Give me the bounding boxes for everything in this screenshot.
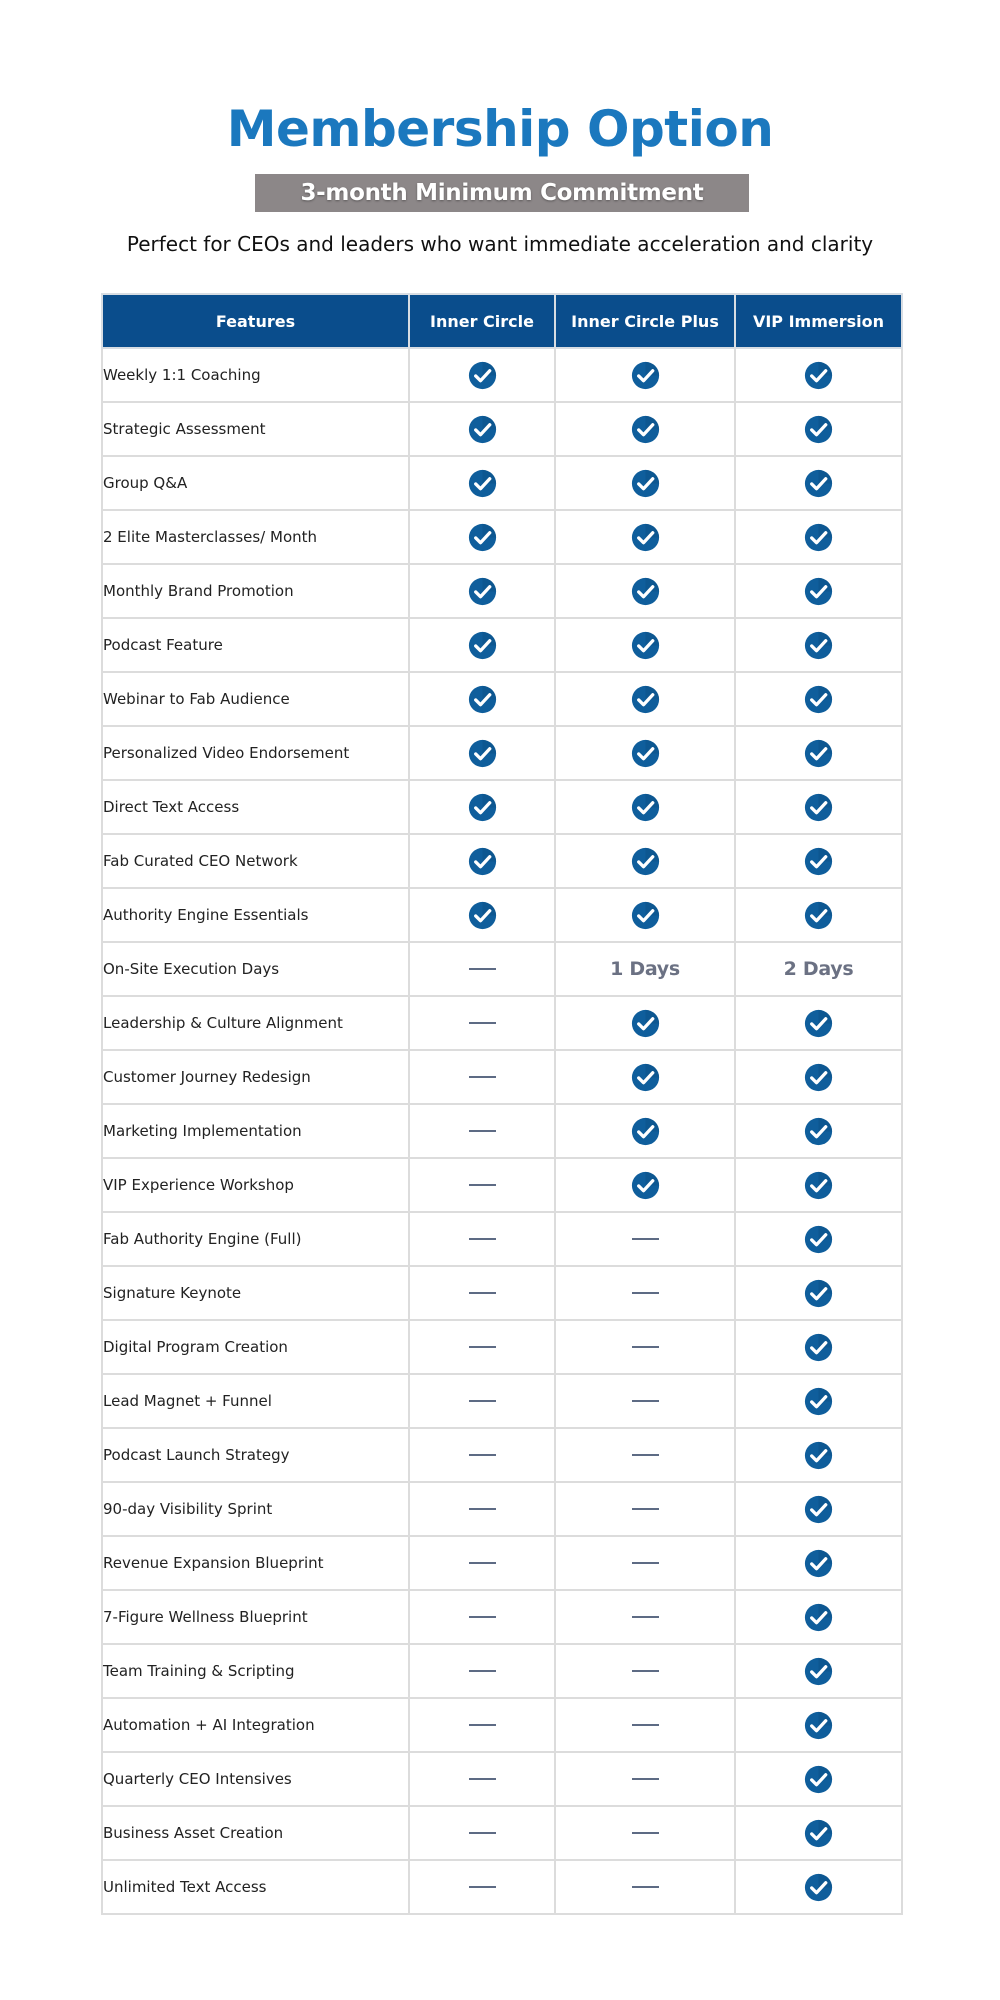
dash-icon xyxy=(632,1724,659,1726)
check-icon xyxy=(804,739,833,768)
cell-inner-circle xyxy=(409,780,555,834)
table-row xyxy=(102,834,902,888)
table-row xyxy=(102,1644,902,1698)
check-icon xyxy=(468,793,497,822)
check-icon xyxy=(468,415,497,444)
commitment-badge: 3-month Minimum Commitment xyxy=(255,174,749,212)
dash-icon xyxy=(469,1076,496,1078)
check-icon xyxy=(468,361,497,390)
dash-icon xyxy=(632,1778,659,1780)
cell-inner-circle-plus xyxy=(555,1590,735,1644)
check-icon xyxy=(631,577,660,606)
cell-inner-circle-plus xyxy=(555,996,735,1050)
dash-icon xyxy=(469,1130,496,1132)
dash-icon xyxy=(469,1670,496,1672)
check-icon xyxy=(468,685,497,714)
cell-inner-circle-plus xyxy=(555,1320,735,1374)
cell-vip-immersion xyxy=(735,1158,902,1212)
cell-inner-circle-plus xyxy=(555,1860,735,1914)
cell-inner-circle-plus xyxy=(555,834,735,888)
feature-name: Strategic Assessment xyxy=(102,402,409,456)
feature-name: Fab Authority Engine (Full) xyxy=(102,1212,409,1266)
cell-inner-circle xyxy=(409,564,555,618)
cell-inner-circle xyxy=(409,1428,555,1482)
table-row xyxy=(102,672,902,726)
dash-icon xyxy=(632,1454,659,1456)
feature-name: Authority Engine Essentials xyxy=(102,888,409,942)
dash-icon xyxy=(632,1346,659,1348)
table-row xyxy=(102,996,902,1050)
table-row xyxy=(102,942,902,996)
dash-icon xyxy=(632,1670,659,1672)
dash-icon xyxy=(632,1400,659,1402)
dash-icon xyxy=(632,1508,659,1510)
table-row xyxy=(102,1860,902,1914)
cell-vip-immersion xyxy=(735,618,902,672)
dash-icon xyxy=(632,1886,659,1888)
check-icon xyxy=(804,1225,833,1254)
check-icon xyxy=(804,1333,833,1362)
dash-icon xyxy=(469,1832,496,1834)
cell-inner-circle xyxy=(409,1374,555,1428)
cell-inner-circle-plus xyxy=(555,1644,735,1698)
check-icon xyxy=(804,577,833,606)
cell-inner-circle-plus xyxy=(555,456,735,510)
cell-vip-immersion xyxy=(735,1266,902,1320)
cell-inner-circle xyxy=(409,834,555,888)
cell-inner-circle-plus xyxy=(555,942,735,996)
check-icon xyxy=(804,1603,833,1632)
check-icon xyxy=(468,469,497,498)
table-row xyxy=(102,1266,902,1320)
cell-inner-circle-plus xyxy=(555,348,735,402)
check-icon xyxy=(804,1387,833,1416)
cell-inner-circle-plus xyxy=(555,510,735,564)
cell-inner-circle-plus xyxy=(555,1212,735,1266)
dash-icon xyxy=(469,1022,496,1024)
table-row xyxy=(102,888,902,942)
check-icon xyxy=(804,1117,833,1146)
check-icon xyxy=(631,469,660,498)
cell-inner-circle-plus xyxy=(555,564,735,618)
feature-name: On-Site Execution Days xyxy=(102,942,409,996)
check-icon xyxy=(804,415,833,444)
cell-inner-circle xyxy=(409,1860,555,1914)
check-icon xyxy=(631,1009,660,1038)
dash-icon xyxy=(469,1778,496,1780)
check-icon xyxy=(804,793,833,822)
check-icon xyxy=(804,469,833,498)
table-row xyxy=(102,1482,902,1536)
feature-name: Weekly 1:1 Coaching xyxy=(102,348,409,402)
cell-inner-circle-plus xyxy=(555,672,735,726)
cell-vip-immersion xyxy=(735,1374,902,1428)
dash-icon xyxy=(469,1238,496,1240)
cell-inner-circle-plus xyxy=(555,1158,735,1212)
cell-vip-immersion xyxy=(735,1698,902,1752)
feature-name: Direct Text Access xyxy=(102,780,409,834)
feature-name: Monthly Brand Promotion xyxy=(102,564,409,618)
feature-name: Digital Program Creation xyxy=(102,1320,409,1374)
feature-name: Business Asset Creation xyxy=(102,1806,409,1860)
cell-inner-circle xyxy=(409,1104,555,1158)
cell-vip-immersion xyxy=(735,348,902,402)
feature-name: Marketing Implementation xyxy=(102,1104,409,1158)
cell-inner-circle xyxy=(409,402,555,456)
check-icon xyxy=(468,577,497,606)
cell-inner-circle-plus xyxy=(555,1428,735,1482)
header-row xyxy=(102,294,902,348)
cell-inner-circle xyxy=(409,1050,555,1104)
table-row xyxy=(102,1698,902,1752)
check-icon xyxy=(631,739,660,768)
check-icon xyxy=(631,793,660,822)
check-icon xyxy=(631,847,660,876)
dash-icon xyxy=(469,1184,496,1186)
page-subtitle: Perfect for CEOs and leaders who want immediate acceleration and clarity xyxy=(126,232,874,256)
cell-vip-immersion xyxy=(735,1590,902,1644)
check-icon xyxy=(468,739,497,768)
dash-icon xyxy=(469,1886,496,1888)
feature-name: Leadership & Culture Alignment xyxy=(102,996,409,1050)
feature-name: Webinar to Fab Audience xyxy=(102,672,409,726)
dash-icon xyxy=(469,968,496,970)
column-header-features: Features xyxy=(102,294,409,348)
cell-inner-circle xyxy=(409,1806,555,1860)
check-icon xyxy=(804,1063,833,1092)
cell-inner-circle-plus xyxy=(555,618,735,672)
check-icon xyxy=(631,901,660,930)
table-body xyxy=(102,348,902,1914)
check-icon xyxy=(804,361,833,390)
table-row xyxy=(102,1158,902,1212)
check-icon xyxy=(804,1009,833,1038)
check-icon xyxy=(804,1873,833,1902)
check-icon xyxy=(631,523,660,552)
cell-vip-immersion xyxy=(735,1320,902,1374)
cell-inner-circle-plus xyxy=(555,1266,735,1320)
cell-inner-circle xyxy=(409,1590,555,1644)
cell-vip-immersion xyxy=(735,996,902,1050)
dash-icon xyxy=(469,1562,496,1564)
cell-vip-immersion xyxy=(735,1752,902,1806)
cell-vip-immersion xyxy=(735,1536,902,1590)
cell-inner-circle xyxy=(409,1698,555,1752)
cell-inner-circle xyxy=(409,942,555,996)
check-icon xyxy=(804,1279,833,1308)
cell-vip-immersion xyxy=(735,1050,902,1104)
feature-name: Lead Magnet + Funnel xyxy=(102,1374,409,1428)
cell-inner-circle-plus xyxy=(555,888,735,942)
cell-vip-immersion xyxy=(735,942,902,996)
feature-name: Podcast Feature xyxy=(102,618,409,672)
cell-inner-circle xyxy=(409,888,555,942)
check-icon xyxy=(804,901,833,930)
cell-inner-circle xyxy=(409,672,555,726)
check-icon xyxy=(631,415,660,444)
dash-icon xyxy=(469,1400,496,1402)
check-icon xyxy=(804,631,833,660)
cell-inner-circle xyxy=(409,1158,555,1212)
table-row xyxy=(102,1752,902,1806)
dash-icon xyxy=(469,1724,496,1726)
dash-icon xyxy=(469,1346,496,1348)
cell-inner-circle-plus xyxy=(555,1536,735,1590)
table-row xyxy=(102,402,902,456)
table-row xyxy=(102,726,902,780)
feature-name: Podcast Launch Strategy xyxy=(102,1428,409,1482)
cell-inner-circle xyxy=(409,1212,555,1266)
check-icon xyxy=(468,901,497,930)
cell-vip-immersion xyxy=(735,672,902,726)
cell-inner-circle-plus xyxy=(555,726,735,780)
feature-name: Group Q&A xyxy=(102,456,409,510)
table-row xyxy=(102,1050,902,1104)
column-header-inner-circle: Inner Circle xyxy=(409,294,555,348)
cell-vip-immersion xyxy=(735,1644,902,1698)
column-header-vip-immersion: VIP Immersion xyxy=(735,294,902,348)
dash-icon xyxy=(469,1616,496,1618)
table-row xyxy=(102,1590,902,1644)
table-row xyxy=(102,618,902,672)
cell-vip-immersion xyxy=(735,780,902,834)
dash-icon xyxy=(469,1292,496,1294)
cell-inner-circle xyxy=(409,1752,555,1806)
days-value: 2 Days xyxy=(783,958,854,980)
dash-icon xyxy=(632,1292,659,1294)
cell-vip-immersion xyxy=(735,564,902,618)
table-row xyxy=(102,348,902,402)
cell-inner-circle xyxy=(409,1482,555,1536)
table-row xyxy=(102,510,902,564)
cell-vip-immersion xyxy=(735,402,902,456)
check-icon xyxy=(631,631,660,660)
cell-inner-circle-plus xyxy=(555,1752,735,1806)
cell-inner-circle xyxy=(409,996,555,1050)
feature-name: Customer Journey Redesign xyxy=(102,1050,409,1104)
cell-inner-circle-plus xyxy=(555,1482,735,1536)
table-row xyxy=(102,780,902,834)
table-row xyxy=(102,1320,902,1374)
cell-inner-circle-plus xyxy=(555,1104,735,1158)
cell-inner-circle xyxy=(409,1320,555,1374)
feature-name: Unlimited Text Access xyxy=(102,1860,409,1914)
feature-name: Revenue Expansion Blueprint xyxy=(102,1536,409,1590)
feature-name: Quarterly CEO Intensives xyxy=(102,1752,409,1806)
cell-inner-circle xyxy=(409,348,555,402)
table-row xyxy=(102,564,902,618)
check-icon xyxy=(804,1765,833,1794)
check-icon xyxy=(631,1063,660,1092)
cell-inner-circle xyxy=(409,456,555,510)
cell-vip-immersion xyxy=(735,1806,902,1860)
check-icon xyxy=(804,1171,833,1200)
dash-icon xyxy=(632,1616,659,1618)
table-row xyxy=(102,1104,902,1158)
cell-inner-circle-plus xyxy=(555,780,735,834)
cell-inner-circle-plus xyxy=(555,1050,735,1104)
cell-vip-immersion xyxy=(735,510,902,564)
dash-icon xyxy=(632,1238,659,1240)
check-icon xyxy=(804,847,833,876)
feature-name: Team Training & Scripting xyxy=(102,1644,409,1698)
cell-vip-immersion xyxy=(735,726,902,780)
check-icon xyxy=(468,523,497,552)
days-value: 1 Days xyxy=(610,958,680,980)
check-icon xyxy=(804,1441,833,1470)
feature-name: VIP Experience Workshop xyxy=(102,1158,409,1212)
cell-inner-circle xyxy=(409,510,555,564)
table-row xyxy=(102,1428,902,1482)
check-icon xyxy=(468,847,497,876)
table-row xyxy=(102,1374,902,1428)
dash-icon xyxy=(632,1832,659,1834)
table-row xyxy=(102,1212,902,1266)
check-icon xyxy=(804,523,833,552)
cell-vip-immersion xyxy=(735,1212,902,1266)
check-icon xyxy=(804,685,833,714)
cell-inner-circle xyxy=(409,618,555,672)
cell-vip-immersion xyxy=(735,888,902,942)
cell-inner-circle xyxy=(409,1266,555,1320)
feature-name: Fab Curated CEO Network xyxy=(102,834,409,888)
cell-inner-circle-plus xyxy=(555,1698,735,1752)
check-icon xyxy=(631,361,660,390)
cell-vip-immersion xyxy=(735,1860,902,1914)
dash-icon xyxy=(469,1508,496,1510)
cell-inner-circle-plus xyxy=(555,1374,735,1428)
cell-inner-circle xyxy=(409,1536,555,1590)
cell-inner-circle xyxy=(409,726,555,780)
cell-vip-immersion xyxy=(735,834,902,888)
feature-name: Personalized Video Endorsement xyxy=(102,726,409,780)
cell-vip-immersion xyxy=(735,456,902,510)
check-icon xyxy=(804,1495,833,1524)
dash-icon xyxy=(632,1562,659,1564)
features-table xyxy=(101,293,903,1915)
check-icon xyxy=(631,685,660,714)
cell-inner-circle-plus xyxy=(555,402,735,456)
check-icon xyxy=(804,1711,833,1740)
feature-name: Automation + AI Integration xyxy=(102,1698,409,1752)
check-icon xyxy=(631,1117,660,1146)
check-icon xyxy=(804,1549,833,1578)
cell-inner-circle-plus xyxy=(555,1806,735,1860)
table-header xyxy=(102,294,902,348)
check-icon xyxy=(631,1171,660,1200)
cell-vip-immersion xyxy=(735,1428,902,1482)
table-row xyxy=(102,1806,902,1860)
feature-name: Signature Keynote xyxy=(102,1266,409,1320)
cell-inner-circle xyxy=(409,1644,555,1698)
check-icon xyxy=(804,1819,833,1848)
check-icon xyxy=(468,631,497,660)
feature-name: 7-Figure Wellness Blueprint xyxy=(102,1590,409,1644)
cell-vip-immersion xyxy=(735,1482,902,1536)
check-icon xyxy=(804,1657,833,1686)
feature-name: 2 Elite Masterclasses/ Month xyxy=(102,510,409,564)
cell-vip-immersion xyxy=(735,1104,902,1158)
table-row xyxy=(102,1536,902,1590)
feature-name: 90-day Visibility Sprint xyxy=(102,1482,409,1536)
page-title: Membership Option xyxy=(226,100,774,158)
dash-icon xyxy=(469,1454,496,1456)
column-header-inner-circle-plus: Inner Circle Plus xyxy=(555,294,735,348)
table-row xyxy=(102,456,902,510)
